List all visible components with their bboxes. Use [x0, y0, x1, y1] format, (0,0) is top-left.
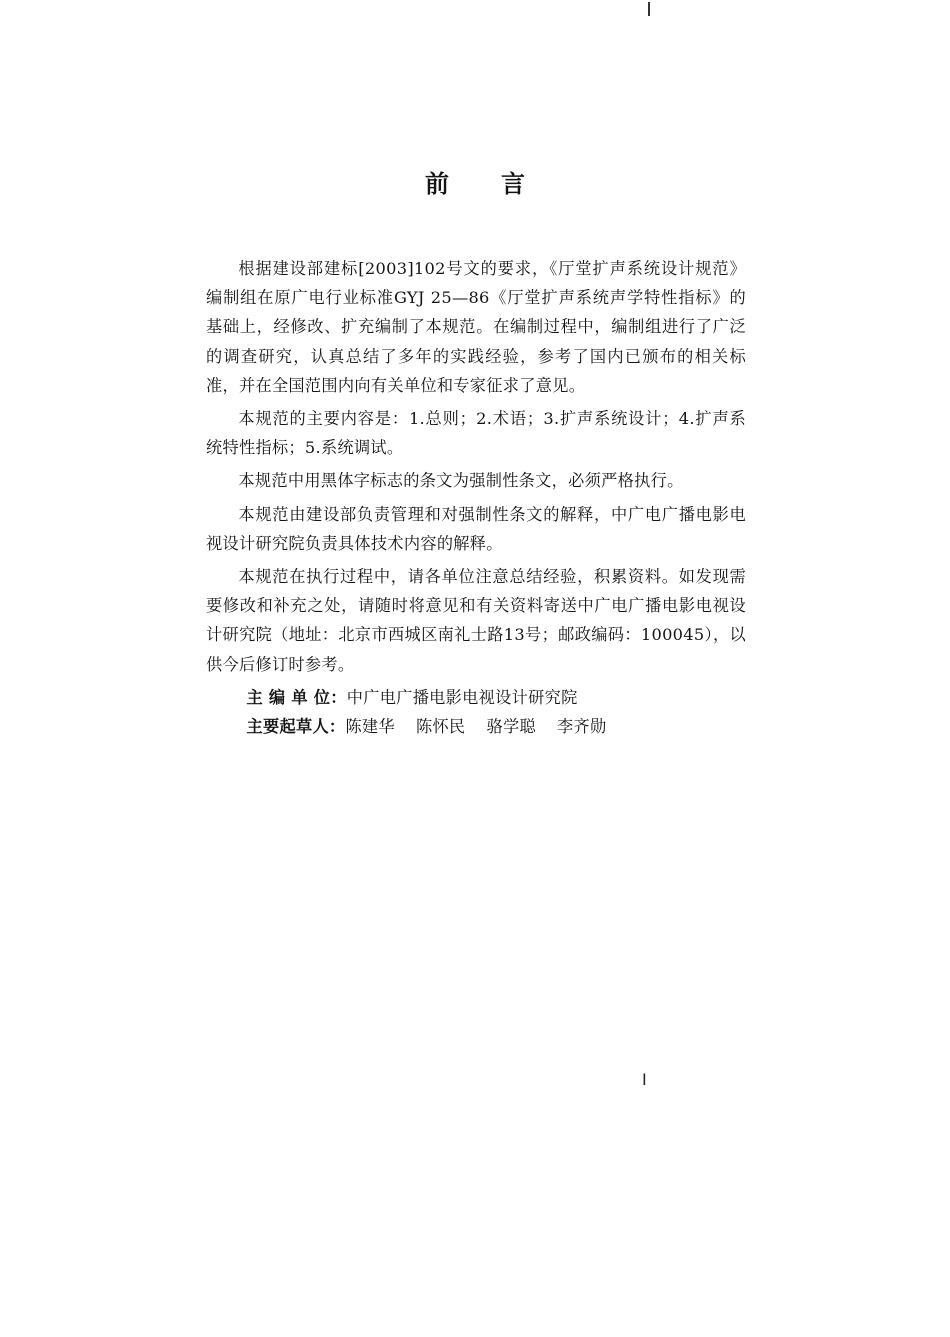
chief-unit-line [206, 683, 746, 712]
top-edge-mark [648, 2, 650, 16]
chief-unit-label: 主 编 单 位： [246, 687, 347, 707]
drafters-names [345, 717, 627, 736]
page-title [0, 164, 950, 199]
preface-body [206, 254, 746, 741]
title-char-2: 言 [501, 170, 525, 198]
drafters-label: 主要起草人： [246, 717, 346, 737]
paragraph-5: 本规范在执行过程中，请各单位注意总结经验，积累资料。如发现需要修改和补充之处，请随时将意见和有关资料寄送中广电广播电影电视设计研究院（地址：北京市西城区南礼士路13号；邮政编码：100045），以供今后修订时参考。 [206, 567, 746, 674]
page-number: Ⅰ [642, 1070, 647, 1089]
paragraph-2: 本规范的主要内容是：1.总则；2.术语；3.扩声系统设计；4.扩声系统特性指标；5.系统调试。 [206, 409, 746, 458]
paragraph-1: 根据建设部建标[2003]102号文的要求，《厅堂扩声系统设计规范》编制组在原广电行业标准GYJ 25—86《厅堂扩声系统声学特性指标》的基础上，经修改、扩充编制了本规范。在编制过程中，编制组进行了广泛的调查研究，认真总结了多年的实践经验，参考了国内已颁布的相关标准，并在全国范围内向有关单位和专家征求了意见。 [206, 259, 746, 395]
chief-unit-value: 中广电广播电影电视设计研究院 [346, 687, 578, 707]
drafter-name: 陈建华 [345, 717, 395, 737]
drafter-name: 陈怀民 [415, 717, 466, 737]
paragraph-4: 本规范由建设部负责管理和对强制性条文的解释，中广电广播电影电视设计研究院负责具体技术内容的解释。 [206, 504, 746, 553]
drafters-line [206, 712, 746, 741]
drafter-name: 李齐勋 [556, 717, 607, 737]
paragraph-3: 本规范中用黑体字标志的条文为强制性条文，必须严格执行。 [238, 471, 684, 491]
title-char-1: 前 [425, 170, 449, 198]
drafter-name: 骆学聪 [486, 717, 536, 737]
